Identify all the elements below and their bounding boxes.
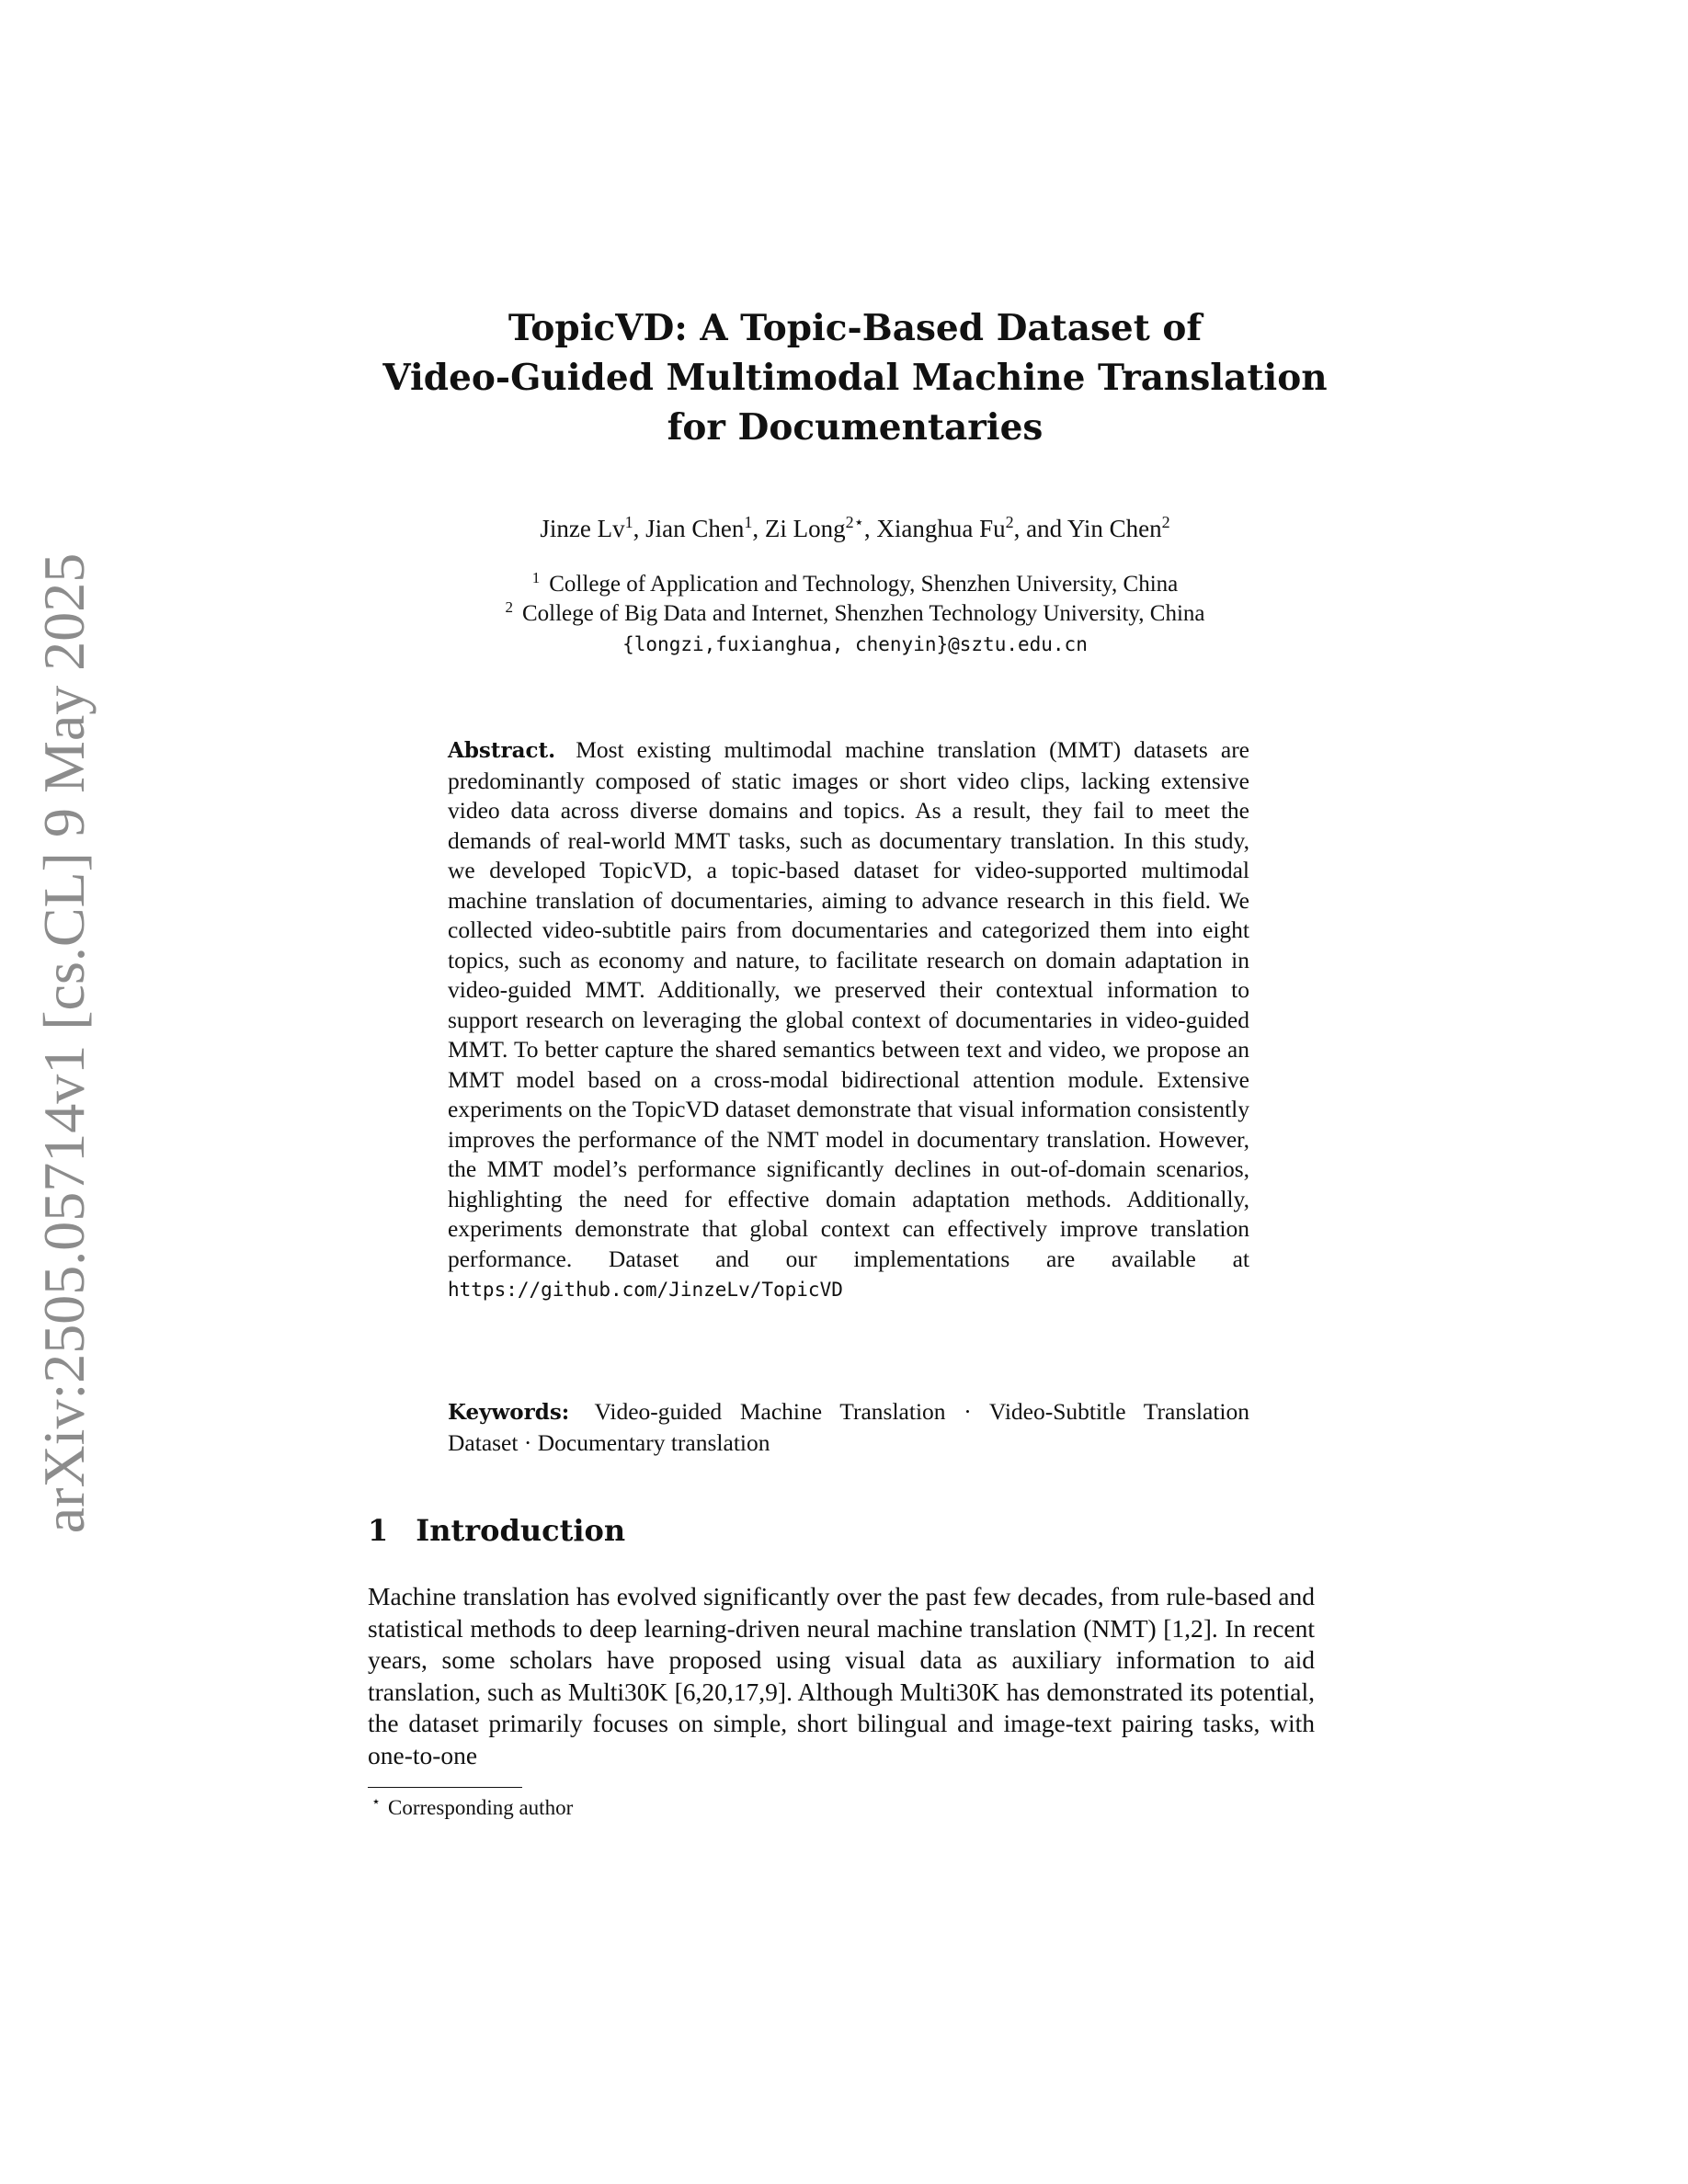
author-affiliation-mark: 1 [624,513,633,531]
author-separator: , [633,515,646,542]
affiliation-text: College of Application and Technology, Shenzhen University, China [549,572,1179,597]
author-name: Xianghua Fu [876,515,1006,542]
title-line: TopicVD: A Topic-Based Dataset of [508,307,1203,349]
affiliation-number: 1 [531,568,541,586]
abstract-label: Abstract. [448,738,556,763]
author-affiliation-mark: 2⋆ [845,513,864,531]
footnote [371,1794,573,1822]
section-number: 1 [368,1513,389,1548]
footnote-mark: ⋆ [371,1794,382,1811]
author-separator: , [863,515,877,542]
author-name: Zi Long [764,515,846,542]
keywords [448,1397,1249,1458]
section-heading-introduction [368,1512,625,1549]
author-name: Jinze Lv [540,515,625,542]
author-separator: , [752,515,765,542]
author-name: Yin Chen [1066,515,1162,542]
abstract [448,735,1249,1305]
section-title: Introduction [416,1513,626,1548]
arxiv-side-stamp [18,552,110,1533]
author-list [368,513,1342,544]
affiliation-text: College of Big Data and Internet, Shenzhen Technology University, China [521,601,1205,626]
paper-title [368,303,1342,452]
author-affiliation-mark: 2 [1161,513,1170,531]
keywords-label: Keywords: [448,1400,570,1425]
title-line: Video-Guided Multimodal Machine Translation [382,357,1328,399]
footnote-rule [368,1787,522,1788]
author-name: Jian Chen [645,515,745,542]
affiliation-2 [368,599,1342,629]
repository-link[interactable]: https://github.com/JinzeLv/TopicVD [448,1279,843,1301]
author-affiliation-mark: 1 [744,513,753,531]
author-affiliation-mark: 2 [1005,513,1014,531]
keywords-text: Video-guided Machine Translation · Video-Subtitle Translation Dataset · Documentary translation [448,1398,1250,1456]
title-line: for Documentaries [667,406,1044,449]
introduction-paragraph: Machine translation has evolved significantly over the past few decades, from rule-based and statistical methods to deep learning-driven neural machine translation (NMT) [1,2]. In recent years, some scholars have proposed using visual data as auxiliary information to aid translation, such as Multi30K [6,20,17,9]. Although Multi30K has demonstrated its potential, the dataset primarily focuses on simple, short bilingual and image-text pairing tasks, with one-to-one [368,1582,1315,1769]
abstract-text: Most existing multimodal machine translation (MMT) datasets are predominantly composed of static images or short video clips, lacking extensive video data across diverse domains and topics. As a result, they fail to meet the demands of real-world MMT tasks, such as documentary translation. In this study, we developed TopicVD, a topic-based dataset for video-supported multimodal machine translation of documentaries, aiming to advance research in this field. We collected video-subtitle pairs from documentaries and categorized them into eight topics, such as economy and nature, to facilitate research on domain adaptation in video-guided MMT. Additionally, we preserved their contextual information to support research on leveraging the global context of documentaries in video-guided MMT. To better capture the shared semantics between text and video, we propose an MMT model based on a cross-modal bidirectional attention module. Extensive experiments on the TopicVD dataset demonstrate that visual information consistently improves the performance of the NMT model in documentary translation. However, the MMT model’s performance significantly declines in out-of-domain scenarios, highlighting the need for effective domain adaptation methods. Additionally, experiments demonstrate that global context can effectively improve translation performance. Dataset and our implementations are available at [448,736,1250,1272]
arxiv-identifier: arXiv:2505.05714v1 [cs.CL] 9 May 2025 [31,552,97,1533]
author-separator: , and [1013,515,1067,542]
affiliation-1 [368,570,1342,599]
footnote-text: Corresponding author [388,1796,574,1819]
contact-email: {longzi,fuxianghua, chenyin}@sztu.edu.cn [622,633,1088,655]
affiliation-number: 2 [505,597,513,616]
